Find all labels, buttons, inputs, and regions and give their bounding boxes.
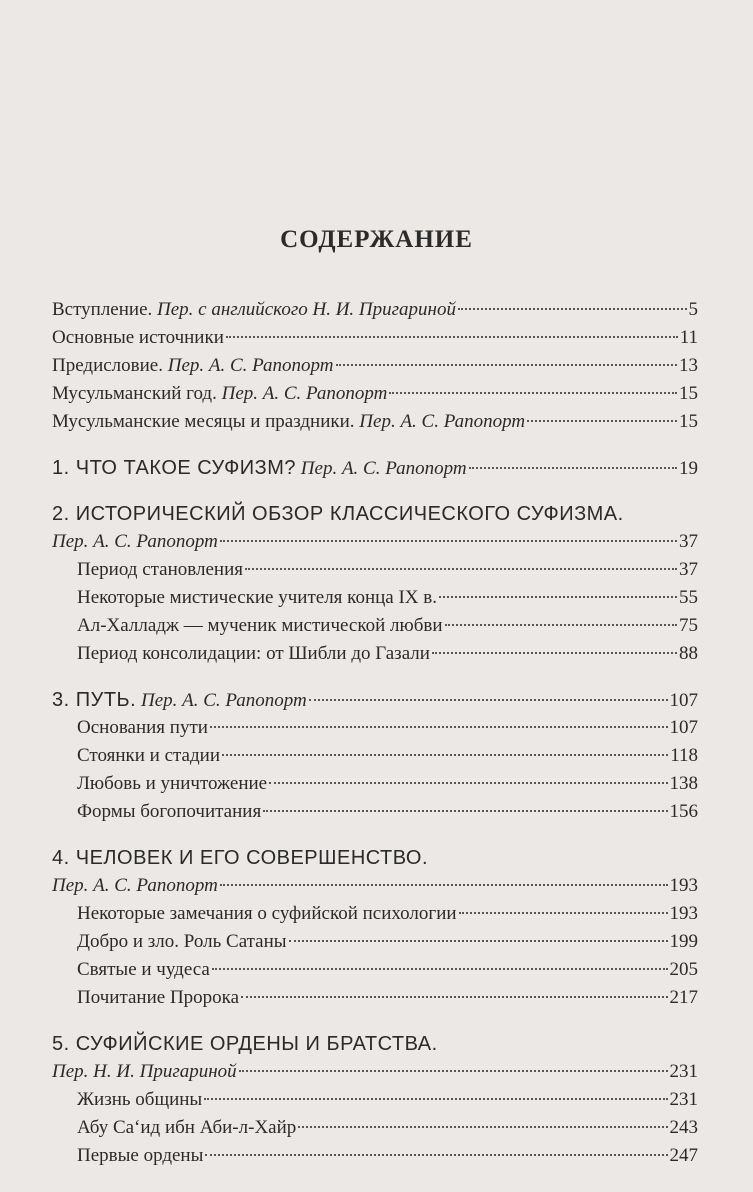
- page-number: 15: [679, 383, 698, 404]
- page-number: 107: [669, 717, 698, 738]
- page-number: 193: [669, 903, 698, 924]
- page-number: 88: [679, 643, 698, 664]
- page-number: 37: [679, 531, 698, 552]
- page-number: 138: [669, 773, 698, 794]
- entry-title: Абу Са‘ид ибн Аби-л-Хайр: [77, 1117, 297, 1138]
- entry-translator: Пер. А. С. Рапопорт: [300, 458, 467, 479]
- entry-title: Почитание Пророка: [77, 987, 240, 1008]
- leader-dots: [205, 1154, 667, 1156]
- toc-entry: [52, 380, 698, 408]
- toc-entry: [52, 408, 698, 436]
- toc-entry: [52, 324, 698, 352]
- toc-subentry: [52, 798, 698, 826]
- leader-dots: [469, 467, 677, 469]
- entry-title: Период консолидации: от Шибли до Газали: [77, 643, 430, 664]
- leader-dots: [445, 624, 677, 626]
- chapter-4-heading: 4. ЧЕЛОВЕК И ЕГО СОВЕРШЕНСТВО.: [52, 847, 429, 869]
- leader-dots: [263, 810, 667, 812]
- page-number: 205: [669, 959, 698, 980]
- toc-subentry: [52, 742, 698, 770]
- entry-title: Основные источники: [52, 327, 224, 348]
- entry-title: Добро и зло. Роль Сатаны: [77, 931, 287, 952]
- page-number: 193: [669, 875, 698, 896]
- leader-dots: [220, 540, 677, 542]
- toc-subentry: [52, 900, 698, 928]
- leader-dots: [527, 420, 677, 422]
- toc-subentry: [52, 556, 698, 584]
- page-number: 5: [688, 299, 698, 320]
- page-number: 217: [669, 987, 698, 1008]
- entry-title: Ал-Халладж — мученик мистической любви: [77, 615, 443, 636]
- toc-subentry: [52, 1086, 698, 1114]
- leader-dots: [241, 996, 667, 998]
- entry-title: Жизнь общины: [77, 1089, 203, 1110]
- page-number: 243: [669, 1117, 698, 1138]
- entry-title: Предисловие.: [52, 355, 163, 376]
- leader-dots: [226, 336, 678, 338]
- entry-title: Стоянки и стадии: [77, 745, 220, 766]
- leader-dots: [289, 940, 668, 942]
- entry-translator: Пер. А. С. Рапопорт: [359, 411, 526, 432]
- leader-dots: [269, 782, 667, 784]
- entry-title: Первые ордены: [77, 1145, 204, 1166]
- leader-dots: [439, 596, 677, 598]
- chapter-1-entry: [52, 454, 698, 482]
- page-number: 231: [669, 1089, 698, 1110]
- page-number: 15: [679, 411, 698, 432]
- chapter-2-heading: 2. ИСТОРИЧЕСКИЙ ОБЗОР КЛАССИЧЕСКОГО СУФИЗМА.: [52, 503, 624, 525]
- leader-dots: [336, 364, 677, 366]
- entry-title: Период становления: [77, 559, 243, 580]
- leader-dots: [222, 754, 668, 756]
- leader-dots: [389, 392, 677, 394]
- entry-translator: Пер. А. С. Рапопорт: [52, 875, 218, 896]
- toc-subentry: [52, 640, 698, 668]
- entry-translator: Пер. с английского Н. И. Пригариной: [157, 299, 456, 320]
- entry-title: Формы богопочитания: [77, 801, 262, 822]
- entry-title: Некоторые мистические учителя конца IX в.: [77, 587, 437, 608]
- entry-title: Мусульманские месяцы и праздники.: [52, 411, 355, 432]
- entry-translator: Пер. А. С. Рапопорт: [221, 383, 388, 404]
- entry-title: Мусульманский год.: [52, 383, 217, 404]
- page-number: 11: [679, 327, 698, 348]
- entry-translator: Пер. А. С. Рапопорт: [167, 355, 334, 376]
- page-number: 37: [679, 559, 698, 580]
- toc-entry: [52, 296, 698, 324]
- leader-dots: [309, 699, 668, 701]
- toc-subentry: [52, 584, 698, 612]
- leader-dots: [212, 968, 668, 970]
- entry-title: Вступление.: [52, 299, 153, 320]
- entry-title: Основания пути: [77, 717, 208, 738]
- toc-subentry: [52, 956, 698, 984]
- page-number: 55: [679, 587, 698, 608]
- entry-title: Святые и чудеса: [77, 959, 210, 980]
- entry-translator: Пер. Н. И. Пригариной: [52, 1061, 237, 1082]
- leader-dots: [220, 884, 668, 886]
- toc-subentry: [52, 1142, 698, 1170]
- toc-subentry: [52, 770, 698, 798]
- page-number: 231: [669, 1061, 698, 1082]
- chapter-3-entry: [52, 686, 698, 714]
- page-number: 75: [679, 615, 698, 636]
- toc-subentry: [52, 714, 698, 742]
- toc-subentry: [52, 928, 698, 956]
- leader-dots: [204, 1098, 667, 1100]
- leader-dots: [459, 912, 668, 914]
- leader-dots: [239, 1070, 668, 1072]
- entry-title: Некоторые замечания о суфийской психологии: [77, 903, 457, 924]
- page-number: 13: [679, 355, 698, 376]
- table-of-contents: [52, 296, 698, 1170]
- page-number: 107: [669, 690, 698, 711]
- toc-entry: [52, 528, 698, 556]
- entry-title: Любовь и уничтожение: [77, 773, 268, 794]
- toc-subentry: [52, 612, 698, 640]
- leader-dots: [245, 568, 677, 570]
- page-number: 247: [669, 1145, 698, 1166]
- toc-entry: [52, 1058, 698, 1086]
- toc-subentry: [52, 1114, 698, 1142]
- page-number: 199: [669, 931, 698, 952]
- leader-dots: [298, 1126, 667, 1128]
- page-number: 156: [669, 801, 698, 822]
- entry-translator: Пер. А. С. Рапопорт: [52, 531, 218, 552]
- chapter-heading: 3. ПУТЬ.: [52, 689, 137, 711]
- toc-entry: [52, 872, 698, 900]
- page-title: СОДЕРЖАНИЕ: [280, 226, 473, 253]
- entry-translator: Пер. А. С. Рапопорт: [140, 690, 307, 711]
- page-number: 118: [670, 745, 698, 766]
- leader-dots: [432, 652, 677, 654]
- chapter-5-heading: 5. СУФИЙСКИЕ ОРДЕНЫ И БРАТСТВА.: [52, 1033, 438, 1055]
- leader-dots: [210, 726, 668, 728]
- toc-subentry: [52, 984, 698, 1012]
- chapter-heading: 1. ЧТО ТАКОЕ СУФИЗМ?: [52, 457, 297, 479]
- page-number: 19: [679, 458, 698, 479]
- leader-dots: [458, 308, 687, 310]
- toc-entry: [52, 352, 698, 380]
